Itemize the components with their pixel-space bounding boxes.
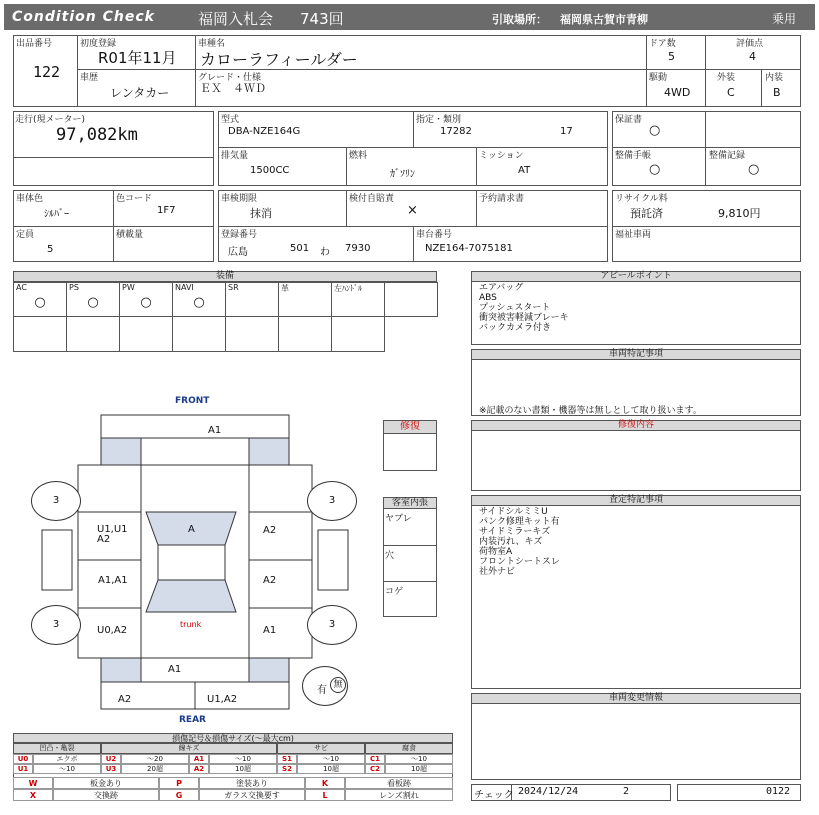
- manual-label: 整備手帳: [615, 151, 652, 161]
- score-label: 評価点: [736, 39, 764, 49]
- legend-extra-desc: レンズ割れ: [345, 789, 453, 801]
- int-value: B: [773, 86, 781, 99]
- colorcode-label: 色コード: [116, 194, 153, 204]
- appeal-item: 衝突被害軽減ブレーキ: [479, 313, 569, 323]
- appeal-item: バックカメラ付き: [479, 323, 552, 333]
- cap-value: 5: [47, 244, 54, 255]
- fuel-type: ｶﾞｿﾘﾝ: [390, 169, 415, 180]
- rear-label: REAR: [179, 715, 206, 725]
- legend-code: C1: [365, 754, 385, 764]
- legend-code: A2: [189, 764, 209, 774]
- legend-groups: [13, 743, 453, 754]
- mark-hood: A1: [208, 425, 222, 436]
- grade-value: ＥＸ ４ＷＤ: [200, 82, 266, 95]
- mark-rear-bumper-left: A2: [118, 694, 132, 705]
- legend-group: 線キズ: [101, 743, 277, 754]
- check-date: 2024/12/24: [518, 786, 579, 797]
- name-label: 車種名: [198, 39, 226, 49]
- interior-row: コゲ: [383, 581, 437, 617]
- colorcode-value: 1F7: [157, 205, 176, 216]
- mission-value: AT: [518, 165, 531, 176]
- legend-extra-code: X: [13, 789, 53, 801]
- legend-desc: ～10: [385, 754, 453, 764]
- first-registration: R01年11月: [98, 49, 177, 67]
- legend-desc: 20超: [121, 764, 189, 774]
- inspector-title: 査定特記事項: [471, 495, 801, 506]
- equipment-mark: ○: [140, 295, 152, 310]
- legend-title: 損傷記号＆損傷サイズ(～最大cm): [13, 733, 453, 743]
- ext-value: C: [727, 86, 735, 99]
- appeal-item: エアバッグ: [479, 283, 524, 293]
- fuel-label: 燃料: [349, 151, 368, 161]
- legend-extra-code: G: [159, 789, 199, 801]
- disp-label: 排気量: [221, 151, 249, 161]
- appeal-item: ABS: [479, 293, 497, 303]
- tire-front-left: 3: [31, 481, 81, 521]
- score-value: 4: [749, 50, 756, 63]
- vehicle-category: 乗用: [772, 12, 797, 26]
- ins-value: ×: [407, 203, 418, 218]
- manual-mark: ○: [649, 162, 661, 177]
- lot-no: 122: [33, 63, 61, 81]
- doors-value: 5: [668, 50, 675, 63]
- legend-group: 凹凸・亀裂: [13, 743, 101, 754]
- record-mark: ○: [748, 162, 760, 177]
- plate-label: 登録番号: [221, 230, 258, 240]
- legend-extra-desc: 板金あり: [53, 777, 159, 789]
- pickup-label: 引取場所：: [492, 13, 547, 26]
- brand-title: Condition Check: [12, 9, 155, 25]
- equipment-label: PW: [122, 283, 135, 292]
- inspector-item: パンク修理キット有: [479, 517, 560, 527]
- code-value: 0122: [766, 786, 791, 797]
- legend-desc: 10超: [297, 764, 365, 774]
- notes-footnote: ※記載のない書類・機器等は無しとして取り扱います。: [479, 406, 702, 416]
- equipment-label: 左ﾊﾝﾄﾞﾙ: [334, 284, 362, 293]
- doors-label: ドア数: [649, 39, 676, 49]
- mission-label: ミッション: [479, 151, 524, 161]
- appeal-item: プッシュスタート: [479, 303, 551, 313]
- legend-extra-code: W: [13, 777, 53, 789]
- legend-desc: エクボ: [33, 754, 101, 764]
- auction-name: 福岡入札会: [198, 10, 274, 28]
- inspector-item: フロントシートスレ: [479, 557, 560, 567]
- plate-area: 広島: [228, 247, 248, 258]
- interior-row: ヤブレ: [385, 514, 412, 524]
- mark-front-right-door: A2: [263, 525, 277, 536]
- lot-no-label: 出品番号: [16, 39, 53, 49]
- cap-label: 定員: [16, 230, 35, 240]
- plate-class: 501: [290, 243, 310, 254]
- recycle-status: 預託済: [630, 207, 663, 220]
- equipment-label: NAVI: [175, 283, 194, 292]
- model-name: カローラフィールダー: [200, 50, 358, 69]
- equipment-title: 装備: [13, 271, 437, 282]
- inspector-item: 内装汚れ、キズ: [479, 537, 543, 547]
- legend-code: A1: [189, 754, 209, 764]
- legend-code: U1: [13, 764, 33, 774]
- spec-label: 指定・類別: [416, 115, 462, 125]
- class-number: 17: [560, 126, 573, 137]
- repair-title: 修復内容: [471, 420, 801, 431]
- record-label: 整備記録: [709, 151, 746, 161]
- plate-kana: わ: [320, 247, 330, 258]
- check-count: 2: [623, 786, 630, 797]
- mark-rear-right-door: A2: [263, 575, 277, 586]
- ext-label: 外装: [717, 73, 736, 83]
- equipment-label: PS: [69, 283, 79, 292]
- chassis-number: NZE164-7075181: [425, 243, 513, 254]
- legend-group: 腐食: [365, 743, 453, 754]
- recycle-amount: 9,810円: [718, 207, 761, 220]
- int-label: 内装: [765, 73, 784, 83]
- auction-lot: 743回: [300, 10, 344, 28]
- history-label: 車歴: [80, 73, 99, 83]
- equipment-label: 革: [281, 284, 289, 293]
- mark-rear-left-door: A1,A1: [98, 575, 128, 586]
- grade-label: グレード・仕様: [198, 73, 262, 83]
- tire-rear-right: 3: [307, 605, 357, 645]
- color-label: 車体色: [16, 194, 44, 204]
- model-code: DBA-NZE164G: [228, 126, 301, 137]
- mileage-value: 97,082km: [56, 125, 138, 145]
- history-value: レンタカー: [110, 86, 170, 100]
- warranty-label: 保証書: [615, 115, 643, 125]
- drive-label: 駆動: [649, 73, 668, 83]
- inspector-item: 荷物室A: [479, 547, 513, 557]
- mark-left-quarter: U0,A2: [97, 625, 128, 636]
- color-value: ｼﾙﾊﾞｰ: [44, 209, 69, 220]
- legend-code: S1: [277, 754, 297, 764]
- legend-desc: 10超: [385, 764, 453, 774]
- changes-title: 車両変更情報: [471, 693, 801, 704]
- legend-code: C2: [365, 764, 385, 774]
- front-label: FRONT: [175, 396, 210, 406]
- interior-rows: [383, 509, 437, 617]
- pickup-place: 福岡県古賀市青柳: [560, 13, 648, 26]
- equipment-mark: ○: [193, 295, 205, 310]
- spare-tire-yes: 有: [317, 685, 327, 696]
- legend-desc: 10超: [209, 764, 277, 774]
- legend-group: サビ: [277, 743, 365, 754]
- appeal-title: アピールポイント: [471, 271, 801, 282]
- mark-roof: A: [188, 524, 195, 535]
- tire-front-right: 3: [307, 481, 357, 521]
- mark-trunk-lid: A1: [168, 664, 182, 675]
- mark-rear-bumper-right: U1,A2: [207, 694, 238, 705]
- reg-label: 初度登録: [80, 39, 117, 49]
- equipment-mark: ○: [87, 295, 99, 310]
- plate-number: 7930: [345, 243, 371, 254]
- legend-extra-desc: 看板跡: [345, 777, 453, 789]
- inspect-label: 車検期限: [221, 194, 258, 204]
- spec-number: 17282: [440, 126, 472, 137]
- mark-right-quarter: A1: [263, 625, 277, 636]
- legend-rows: [13, 754, 453, 801]
- legend-extra-code: P: [159, 777, 199, 789]
- warranty-mark: ○: [649, 123, 661, 138]
- inspector-list: [479, 507, 560, 577]
- recycle-label: リサイクル料: [615, 194, 668, 204]
- spare-tire-no: 無: [330, 677, 346, 693]
- inspector-item: サイドミラーキズ: [479, 527, 551, 537]
- inspector-item: 社外ナビ: [479, 567, 516, 577]
- inspect-value: 抹消: [250, 207, 272, 220]
- legend-code: U2: [101, 754, 121, 764]
- equipment-mark: ○: [34, 295, 46, 310]
- tire-rear-left: 3: [31, 605, 81, 645]
- legend-code: U3: [101, 764, 121, 774]
- repair-mark-title: 修復: [383, 420, 437, 434]
- legend-desc: ～10: [33, 764, 101, 774]
- legend-code: S2: [277, 764, 297, 774]
- trunk-label: trunk: [180, 620, 202, 629]
- changes-box: [471, 693, 801, 780]
- mileage-label: 走行(現メーター): [15, 115, 86, 125]
- chassis-label: 車台番号: [416, 230, 453, 240]
- ins-label: 検付自賠責: [349, 194, 395, 204]
- legend-desc: ～10: [209, 754, 277, 764]
- welfare-label: 福祉車両: [615, 230, 652, 240]
- legend-extra-desc: 塗装あり: [199, 777, 305, 789]
- inspector-item: サイドシルミミU: [479, 507, 548, 517]
- interior-title: 客室内張: [383, 497, 437, 509]
- load-label: 積載量: [116, 230, 144, 240]
- interior-row: 穴: [383, 545, 437, 581]
- legend-extra-code: L: [305, 789, 345, 801]
- equipment-label: AC: [16, 283, 27, 292]
- legend-code: U0: [13, 754, 33, 764]
- drive-value: 4WD: [664, 86, 691, 99]
- legend-desc: ～20: [121, 754, 189, 764]
- notes-title: 車両特記事項: [471, 349, 801, 360]
- model-code-label: 型式: [221, 115, 240, 125]
- check-label: チェック: [474, 790, 514, 801]
- equipment-label: SR: [228, 283, 239, 292]
- mark-front-left-door: U1,U1 A2: [97, 524, 128, 545]
- legend-extra-desc: ガラス交換要す: [199, 789, 305, 801]
- displacement: 1500CC: [250, 165, 290, 176]
- legend-extra-desc: 交換跡: [53, 789, 159, 801]
- claim-label: 予約請求書: [479, 194, 525, 204]
- appeal-list: [479, 283, 569, 333]
- legend-desc: ～10: [297, 754, 365, 764]
- legend-extra-code: K: [305, 777, 345, 789]
